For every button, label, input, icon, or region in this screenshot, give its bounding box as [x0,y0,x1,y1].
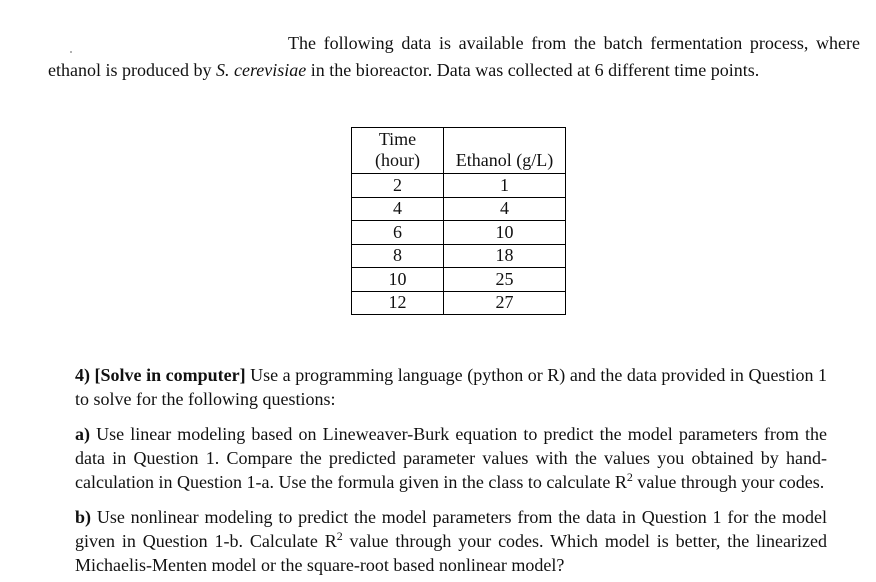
ethanol-cell: 4 [444,197,566,221]
question-block [75,363,827,577]
question-text: Use a programming language (python or R) and the data provided in Question 1 to solve for the following questions: [75,365,827,409]
ethanol-cell: 1 [444,174,566,198]
ethanol-cell: 27 [444,291,566,315]
table-row [352,268,566,292]
time-cell: 6 [352,221,444,245]
intro-text-2: in the bioreactor. Data was collected at 6 different time points. [306,59,760,80]
part-b-superscript: 2 [336,529,343,543]
time-cell: 4 [352,197,444,221]
question-part-b [75,505,827,577]
table-row [352,244,566,268]
question-number: 4) [Solve in computer] [75,365,246,385]
time-cell: 10 [352,268,444,292]
time-column-header: Time (hour) [352,128,444,174]
time-cell: 8 [352,244,444,268]
part-b-label: b) [75,507,92,527]
part-a-text-2: value through your codes. [632,472,825,492]
table-row [352,197,566,221]
part-b-text-2: value through your codes. Which model is better, the linearized Michaelis-Menten model or the square-root based nonlinear model? [75,531,827,575]
time-cell: 12 [352,291,444,315]
ethanol-column-header: Ethanol (g/L) [444,128,566,174]
part-a-label: a) [75,424,90,444]
part-b-text-1: Use nonlinear modeling to predict the model parameters from the data in Question 1 for the model given in Question 1-b. Calculate R [75,507,827,551]
intro-text-1: The following data is available from the batch fermentation process, where ethanol is produced by [48,33,860,80]
fermentation-data-table [351,127,566,315]
ethanol-cell: 18 [444,244,566,268]
organism-name: S. cerevisiae [215,59,307,80]
question-part-a [75,422,827,494]
time-cell: 2 [352,174,444,198]
part-a-superscript: 2 [626,470,633,484]
intro-paragraph [48,30,860,83]
ethanol-cell: 10 [444,221,566,245]
table-row [352,291,566,315]
question-intro [75,363,827,411]
table-row [352,221,566,245]
table-header-row [352,128,566,174]
part-a-text-1: Use linear modeling based on Lineweaver-Burk equation to predict the model parameters from the data in Question 1. Compare the predicted parameter values with the values you obtained by hand-calculation in Question 1-a. Use the formula given in the class to calculate R [75,424,827,492]
ethanol-cell: 25 [444,268,566,292]
table-row [352,174,566,198]
